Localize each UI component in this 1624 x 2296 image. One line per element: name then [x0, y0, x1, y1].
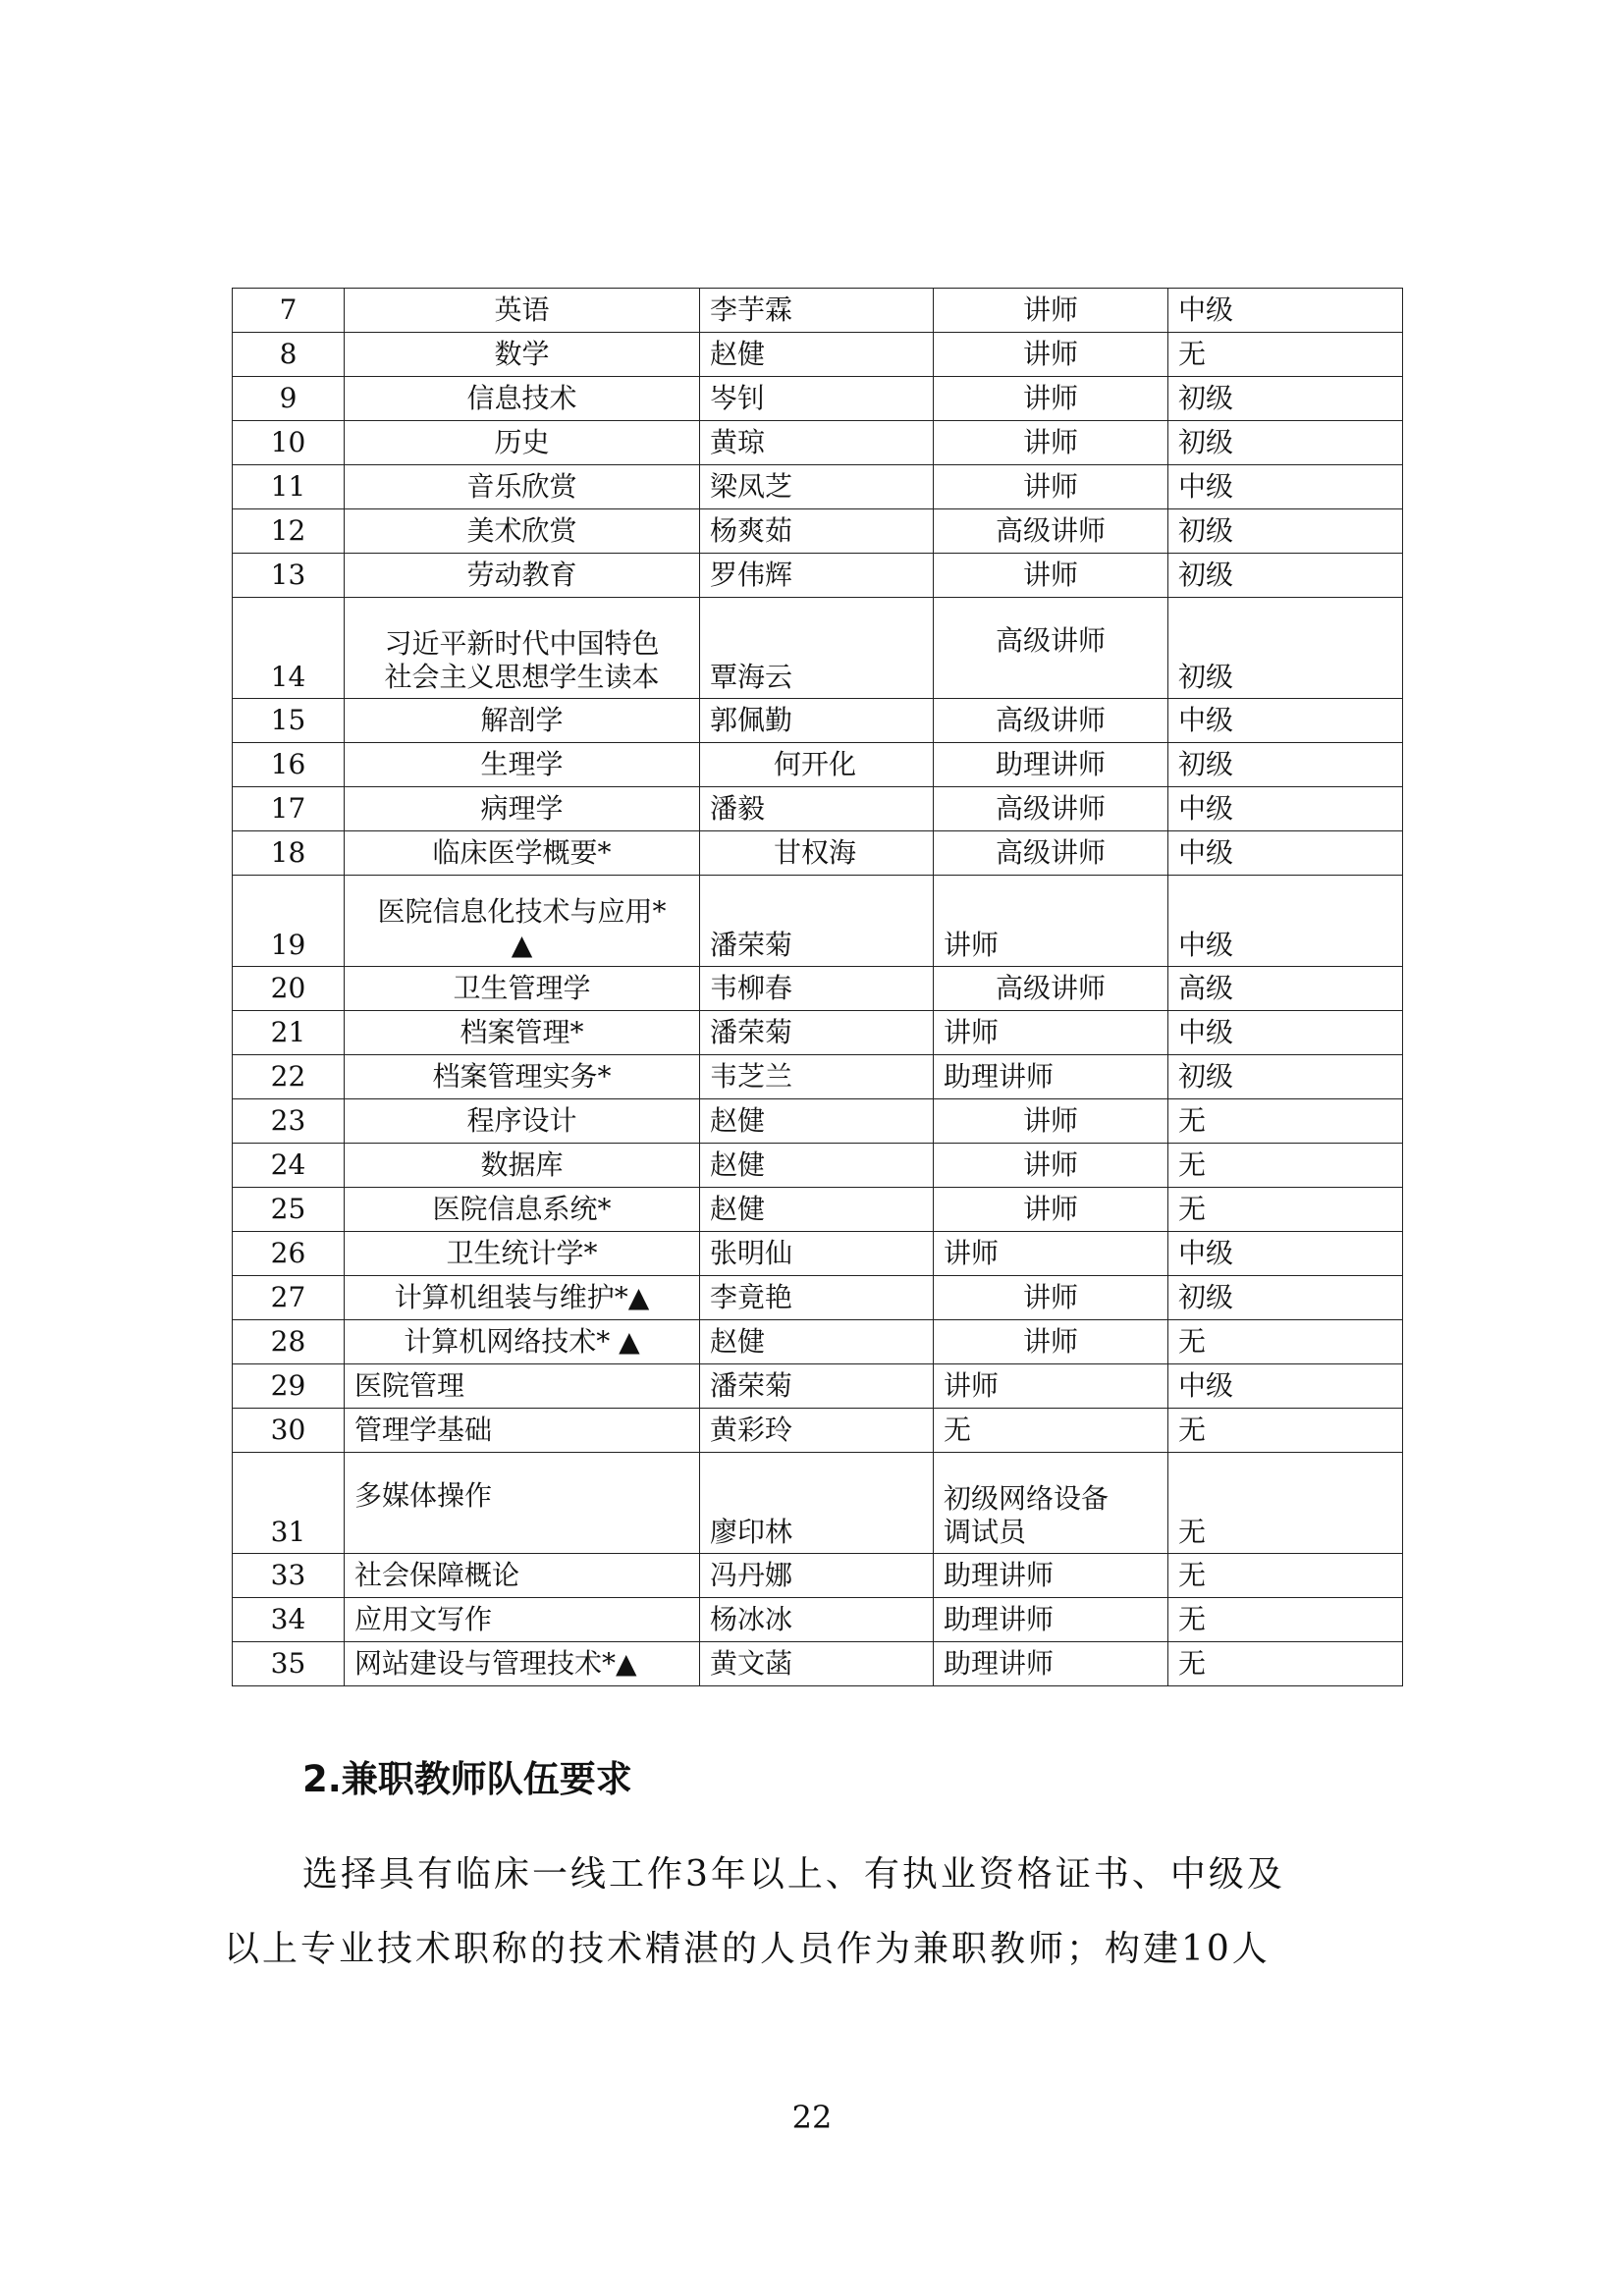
title-cell — [934, 1364, 1168, 1409]
title-cell — [934, 967, 1168, 1011]
table-row — [233, 831, 1403, 876]
title-cell-line: 高级讲师 — [995, 514, 1106, 547]
table-row — [233, 1409, 1403, 1453]
title-cell-line: 讲师 — [1022, 1281, 1078, 1313]
table-row — [233, 787, 1403, 831]
table-row — [233, 509, 1403, 554]
course-cell-line: 卫生统计学* — [446, 1237, 598, 1269]
title-cell — [934, 787, 1168, 831]
course-cell-line: 信息技术 — [466, 382, 577, 414]
row-number: 26 — [233, 1232, 345, 1276]
teacher-cell: 赵健 — [700, 1188, 934, 1232]
level-cell: 中级 — [1168, 787, 1403, 831]
title-cell — [934, 1188, 1168, 1232]
level-cell: 初级 — [1168, 1055, 1403, 1099]
course-cell — [345, 967, 700, 1011]
row-number: 13 — [233, 554, 345, 598]
row-number: 12 — [233, 509, 345, 554]
title-cell-line: 高级讲师 — [995, 836, 1106, 869]
table-row — [233, 699, 1403, 743]
course-cell — [345, 377, 700, 421]
title-cell-line: 调试员 — [944, 1516, 1027, 1548]
title-cell — [934, 421, 1168, 465]
table-row — [233, 876, 1403, 967]
course-cell — [345, 1364, 700, 1409]
title-cell-line: 讲师 — [1022, 559, 1078, 591]
page-number: 22 — [791, 2099, 833, 2136]
course-cell — [345, 1055, 700, 1099]
table-row — [233, 1011, 1403, 1055]
teacher-cell: 罗伟辉 — [700, 554, 934, 598]
title-cell-line: 讲师 — [1022, 470, 1078, 503]
course-cell — [345, 465, 700, 509]
table-row — [233, 1554, 1403, 1598]
teacher-cell: 冯丹娜 — [700, 1554, 934, 1598]
title-cell — [934, 743, 1168, 787]
teacher-table — [232, 288, 1403, 1686]
title-cell — [934, 876, 1168, 967]
course-cell-line: 社会保障概论 — [354, 1559, 520, 1591]
teacher-cell: 潘毅 — [700, 787, 934, 831]
level-cell: 无 — [1168, 1642, 1403, 1686]
course-cell — [345, 787, 700, 831]
course-cell — [345, 1188, 700, 1232]
title-cell-line: 无 — [944, 1414, 972, 1446]
teacher-cell: 赵健 — [700, 1320, 934, 1364]
course-cell-line: 解剖学 — [480, 704, 564, 736]
title-cell-line: 助理讲师 — [944, 1603, 1055, 1635]
row-number: 25 — [233, 1188, 345, 1232]
title-cell-line: 讲师 — [1022, 382, 1078, 414]
teacher-cell: 张明仙 — [700, 1232, 934, 1276]
teacher-cell: 覃海云 — [700, 598, 934, 699]
title-cell-line: 助理讲师 — [995, 748, 1106, 780]
table-row — [233, 289, 1403, 333]
teacher-cell: 潘荣菊 — [700, 1364, 934, 1409]
teacher-cell: 黄彩玲 — [700, 1409, 934, 1453]
level-cell: 中级 — [1168, 1232, 1403, 1276]
table-row — [233, 377, 1403, 421]
title-cell-line: 助理讲师 — [944, 1060, 1055, 1093]
title-cell-line: 高级讲师 — [995, 972, 1106, 1004]
level-cell: 初级 — [1168, 554, 1403, 598]
teacher-cell: 李芋霖 — [700, 289, 934, 333]
table-row — [233, 1598, 1403, 1642]
title-cell-line: 讲师 — [1022, 1104, 1078, 1137]
course-cell-line: 应用文写作 — [354, 1603, 493, 1635]
title-cell-line: 讲师 — [1022, 338, 1078, 370]
title-cell — [934, 289, 1168, 333]
title-cell — [934, 1276, 1168, 1320]
teacher-table-body — [233, 289, 1403, 1686]
teacher-cell: 李竟艳 — [700, 1276, 934, 1320]
title-cell — [934, 1144, 1168, 1188]
table-row — [233, 1276, 1403, 1320]
course-cell-line: ▲ — [511, 929, 533, 961]
teacher-cell: 杨冰冰 — [700, 1598, 934, 1642]
teacher-cell: 赵健 — [700, 333, 934, 377]
course-cell — [345, 333, 700, 377]
title-cell-line: 讲师 — [944, 1237, 1000, 1269]
table-row — [233, 1055, 1403, 1099]
table-row — [233, 554, 1403, 598]
row-number: 33 — [233, 1554, 345, 1598]
course-cell — [345, 876, 700, 967]
title-cell-line: 讲师 — [1022, 294, 1078, 326]
course-cell — [345, 1320, 700, 1364]
course-cell — [345, 509, 700, 554]
course-cell-line: 多媒体操作 — [354, 1479, 493, 1512]
course-cell — [345, 1144, 700, 1188]
row-number: 14 — [233, 598, 345, 699]
row-number: 21 — [233, 1011, 345, 1055]
paragraph-line-2: 以上专业技术职称的技术精湛的人员作为兼职教师；构建10人 — [224, 1929, 1271, 1969]
level-cell: 中级 — [1168, 289, 1403, 333]
title-cell-line: 高级讲师 — [995, 624, 1106, 657]
level-cell: 初级 — [1168, 421, 1403, 465]
table-row — [233, 1144, 1403, 1188]
level-cell: 中级 — [1168, 831, 1403, 876]
title-cell-line: 讲师 — [1022, 426, 1078, 458]
teacher-cell: 潘荣菊 — [700, 876, 934, 967]
row-number: 11 — [233, 465, 345, 509]
table-row — [233, 1364, 1403, 1409]
table-row — [233, 967, 1403, 1011]
title-cell — [934, 831, 1168, 876]
title-cell — [934, 1598, 1168, 1642]
title-cell — [934, 509, 1168, 554]
course-cell-line: 计算机组装与维护*▲ — [394, 1281, 650, 1313]
title-cell-line: 讲师 — [944, 1016, 1000, 1048]
title-cell-line: 高级讲师 — [995, 792, 1106, 825]
course-cell — [345, 743, 700, 787]
section-heading: 2.兼职教师队伍要求 — [302, 1758, 632, 1800]
teacher-cell: 甘权海 — [700, 831, 934, 876]
table-row — [233, 421, 1403, 465]
course-cell — [345, 1598, 700, 1642]
course-cell — [345, 1409, 700, 1453]
table-row — [233, 1188, 1403, 1232]
level-cell: 中级 — [1168, 1011, 1403, 1055]
course-cell-line: 习近平新时代中国特色 — [384, 627, 660, 660]
title-cell-line: 高级讲师 — [995, 704, 1106, 736]
course-cell — [345, 699, 700, 743]
row-number: 27 — [233, 1276, 345, 1320]
table-row — [233, 1642, 1403, 1686]
title-cell — [934, 1232, 1168, 1276]
teacher-cell: 郭佩勤 — [700, 699, 934, 743]
table-row — [233, 743, 1403, 787]
title-cell — [934, 1320, 1168, 1364]
course-cell-line: 生理学 — [480, 748, 564, 780]
row-number: 15 — [233, 699, 345, 743]
row-number: 29 — [233, 1364, 345, 1409]
title-cell — [934, 1409, 1168, 1453]
row-number: 18 — [233, 831, 345, 876]
row-number: 16 — [233, 743, 345, 787]
row-number: 9 — [233, 377, 345, 421]
table-row — [233, 1232, 1403, 1276]
title-cell — [934, 465, 1168, 509]
paragraph-line-1: 选择具有临床一线工作3年以上、有执业资格证书、中级及 — [302, 1854, 1285, 1895]
title-cell — [934, 1055, 1168, 1099]
course-cell — [345, 1453, 700, 1554]
teacher-cell: 梁凤芝 — [700, 465, 934, 509]
course-cell — [345, 1099, 700, 1144]
course-cell-line: 临床医学概要* — [432, 836, 612, 869]
title-cell-line: 讲师 — [1022, 1193, 1078, 1225]
course-cell-line: 医院管理 — [354, 1369, 465, 1402]
row-number: 28 — [233, 1320, 345, 1364]
title-cell — [934, 1642, 1168, 1686]
level-cell: 无 — [1168, 1320, 1403, 1364]
row-number: 31 — [233, 1453, 345, 1554]
title-cell-line: 讲师 — [1022, 1325, 1078, 1358]
course-cell — [345, 554, 700, 598]
course-cell — [345, 1554, 700, 1598]
course-cell — [345, 1011, 700, 1055]
course-cell-line: 网站建设与管理技术*▲ — [354, 1647, 637, 1680]
row-number: 17 — [233, 787, 345, 831]
level-cell: 无 — [1168, 1099, 1403, 1144]
table-row — [233, 1453, 1403, 1554]
course-cell — [345, 1642, 700, 1686]
course-cell-line: 数学 — [494, 338, 550, 370]
level-cell: 无 — [1168, 1188, 1403, 1232]
title-cell-line: 助理讲师 — [944, 1559, 1055, 1591]
level-cell: 初级 — [1168, 598, 1403, 699]
title-cell — [934, 1099, 1168, 1144]
teacher-cell: 赵健 — [700, 1144, 934, 1188]
row-number: 23 — [233, 1099, 345, 1144]
table-row — [233, 598, 1403, 699]
course-cell — [345, 598, 700, 699]
level-cell: 初级 — [1168, 509, 1403, 554]
course-cell-line: 劳动教育 — [466, 559, 577, 591]
course-cell-line: 档案管理* — [460, 1016, 584, 1048]
level-cell: 无 — [1168, 1554, 1403, 1598]
title-cell — [934, 554, 1168, 598]
level-cell: 初级 — [1168, 377, 1403, 421]
course-cell-line: 医院信息化技术与应用* — [377, 895, 667, 928]
row-number: 20 — [233, 967, 345, 1011]
course-cell-line: 数据库 — [480, 1148, 564, 1181]
course-cell-line: 卫生管理学 — [453, 972, 591, 1004]
teacher-cell: 黄文菡 — [700, 1642, 934, 1686]
title-cell — [934, 333, 1168, 377]
level-cell: 中级 — [1168, 1364, 1403, 1409]
level-cell: 中级 — [1168, 699, 1403, 743]
course-cell-line: 计算机网络技术* ▲ — [404, 1325, 640, 1358]
title-cell-line: 讲师 — [944, 929, 1000, 961]
teacher-cell: 何开化 — [700, 743, 934, 787]
course-cell — [345, 421, 700, 465]
row-number: 30 — [233, 1409, 345, 1453]
title-cell-line: 助理讲师 — [944, 1647, 1055, 1680]
level-cell: 中级 — [1168, 876, 1403, 967]
level-cell: 中级 — [1168, 465, 1403, 509]
course-cell-line: 程序设计 — [466, 1104, 577, 1137]
title-cell — [934, 699, 1168, 743]
title-cell — [934, 1011, 1168, 1055]
course-cell-line: 医院信息系统* — [432, 1193, 612, 1225]
course-cell — [345, 1276, 700, 1320]
course-cell-line: 音乐欣赏 — [466, 470, 577, 503]
course-cell-line: 美术欣赏 — [466, 514, 577, 547]
course-cell-line: 病理学 — [480, 792, 564, 825]
row-number: 35 — [233, 1642, 345, 1686]
course-cell-line: 英语 — [494, 294, 550, 326]
teacher-cell: 岑钊 — [700, 377, 934, 421]
title-cell — [934, 598, 1168, 699]
course-cell-line: 档案管理实务* — [432, 1060, 612, 1093]
teacher-cell: 杨爽茹 — [700, 509, 934, 554]
course-cell-line: 社会主义思想学生读本 — [384, 661, 660, 693]
level-cell: 高级 — [1168, 967, 1403, 1011]
teacher-cell: 赵健 — [700, 1099, 934, 1144]
title-cell — [934, 1453, 1168, 1554]
level-cell: 无 — [1168, 1598, 1403, 1642]
title-cell-line: 讲师 — [944, 1369, 1000, 1402]
course-cell-line: 历史 — [494, 426, 550, 458]
level-cell: 无 — [1168, 1453, 1403, 1554]
level-cell: 无 — [1168, 1144, 1403, 1188]
level-cell: 无 — [1168, 333, 1403, 377]
title-cell-line: 初级网络设备 — [944, 1482, 1110, 1515]
teacher-cell: 韦芝兰 — [700, 1055, 934, 1099]
course-cell — [345, 831, 700, 876]
title-cell — [934, 1554, 1168, 1598]
teacher-cell: 潘荣菊 — [700, 1011, 934, 1055]
course-cell — [345, 289, 700, 333]
course-cell-line: 管理学基础 — [354, 1414, 493, 1446]
table-row — [233, 1320, 1403, 1364]
row-number: 10 — [233, 421, 345, 465]
teacher-cell: 黄琼 — [700, 421, 934, 465]
course-cell — [345, 1232, 700, 1276]
row-number: 22 — [233, 1055, 345, 1099]
title-cell — [934, 377, 1168, 421]
table-row — [233, 465, 1403, 509]
row-number: 34 — [233, 1598, 345, 1642]
teacher-cell: 廖印林 — [700, 1453, 934, 1554]
table-row — [233, 333, 1403, 377]
row-number: 7 — [233, 289, 345, 333]
level-cell: 初级 — [1168, 743, 1403, 787]
row-number: 8 — [233, 333, 345, 377]
row-number: 24 — [233, 1144, 345, 1188]
teacher-cell: 韦柳春 — [700, 967, 934, 1011]
level-cell: 初级 — [1168, 1276, 1403, 1320]
row-number: 19 — [233, 876, 345, 967]
table-row — [233, 1099, 1403, 1144]
level-cell: 无 — [1168, 1409, 1403, 1453]
title-cell-line: 讲师 — [1022, 1148, 1078, 1181]
